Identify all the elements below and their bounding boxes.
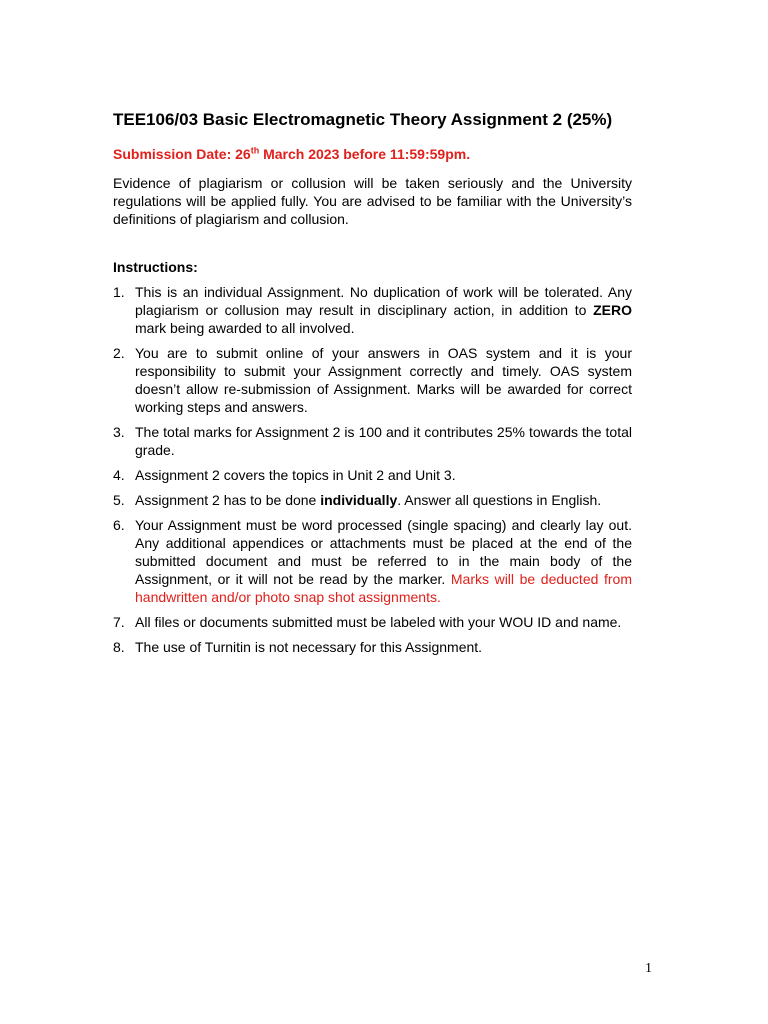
instruction-item-1 [113,283,632,337]
instruction-number: 1. [113,284,125,300]
instruction-item-8 [113,638,632,656]
instruction-number: 7. [113,614,125,630]
instruction-text-end: mark being awarded to all involved. [135,320,355,336]
instruction-number: 6. [113,517,125,533]
instruction-bold-text: ZERO [593,302,632,318]
page-number: 1 [645,961,652,976]
instruction-number: 3. [113,424,125,440]
instruction-text: Assignment 2 has to be done [135,492,321,508]
instruction-text: Your Assignment must be word processed (single spacing) and clearly lay out. Any additional appendices or attachments must be placed at the end of the submitted document and must be referred to in the main body of the Assignment, or it will not be read by the marker. [135,517,632,587]
instruction-text: The total marks for Assignment 2 is 100 and it contributes 25% towards the total grade. [135,424,632,458]
instruction-text: You are to submit online of your answers in OAS system and it is your responsibility to submit your Assignment correctly and timely. OAS system doesn’t allow re-submission of Assignment. Marks will be awarded for correct working steps and answers. [135,345,632,415]
instruction-text: This is an individual Assignment. No duplication of work will be tolerated. Any plagiarism or collusion may result in disciplinary action, in addition to [135,284,632,318]
document-title: TEE106/03 Basic Electromagnetic Theory Assignment 2 (25%) [113,110,613,129]
instruction-item-4 [113,466,632,484]
instructions-list [113,283,632,656]
instruction-item-3 [113,423,632,459]
submission-date-superscript: th [250,145,260,156]
instruction-text: All files or documents submitted must be labeled with your WOU ID and name. [135,614,622,630]
instruction-bold-text: individually [320,492,398,508]
instruction-item-5 [113,491,632,509]
instruction-text: Assignment 2 covers the topics in Unit 2 and Unit 3. [135,467,456,483]
instruction-number: 5. [113,492,125,508]
instruction-text: The use of Turnitin is not necessary for this Assignment. [135,639,483,655]
instruction-text-end: . Answer all questions in English. [397,492,602,508]
instruction-item-7 [113,613,632,631]
instruction-number: 4. [113,467,125,483]
instruction-item-2 [113,344,632,416]
plagiarism-notice: Evidence of plagiarism or collusion will be taken seriously and the University regulations will be applied fully. You are advised to be familiar with the University’s definitions of plagiarism and collusion. [113,175,632,227]
submission-date-prefix: Submission Date: 26 [113,146,251,162]
instructions-heading: Instructions: [113,259,198,275]
instruction-item-6 [113,516,632,606]
instruction-number: 8. [113,639,125,655]
document-content [113,108,632,663]
instruction-number: 2. [113,345,125,361]
submission-date-suffix: March 2023 before 11:59:59pm. [259,146,471,162]
instruction-warning-text: Marks will be deducted from handwritten and/or photo snap shot assignments. [135,571,632,605]
submission-date [113,144,632,164]
